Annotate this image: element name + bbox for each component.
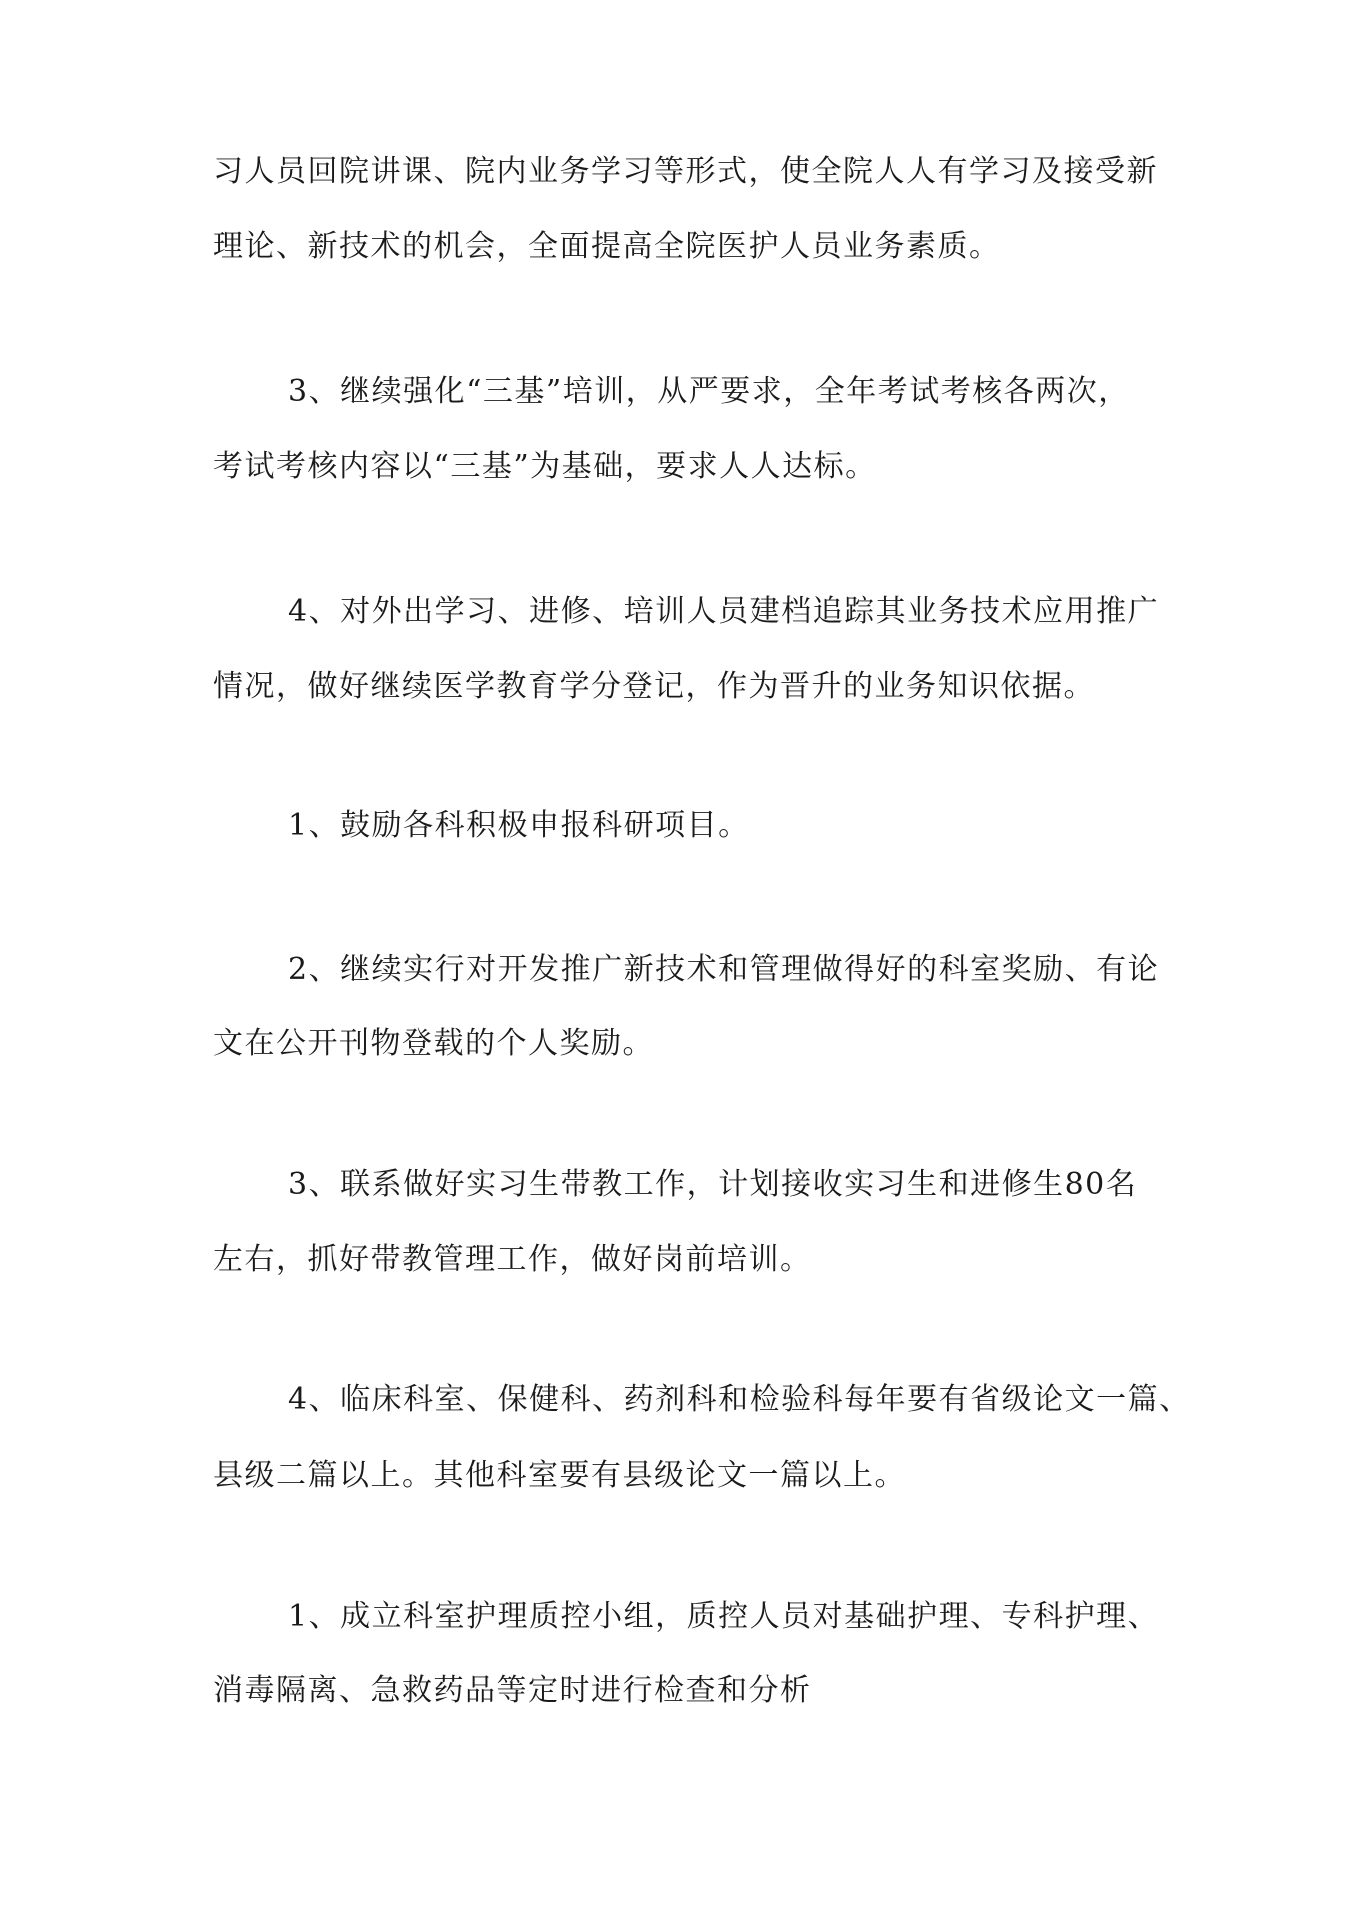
paragraph-6-line-2: 左右，抓好带教管理工作，做好岗前培训。 bbox=[213, 1242, 812, 1277]
paragraph-1-line-1: 习人员回院讲课、院内业务学习等形式，使全院人人有学习及接受新 bbox=[213, 154, 1158, 189]
paragraph-4-line-1: 1、鼓励各科积极申报科研项目。 bbox=[288, 808, 750, 843]
paragraph-2-line-1: 3、继续强化“三基”培训，从严要求，全年考试考核各两次， bbox=[288, 374, 1130, 409]
paragraph-2-line-2: 考试考核内容以“三基”为基础，要求人人达标。 bbox=[213, 449, 877, 484]
paragraph-5-line-1: 2、继续实行对开发推广新技术和管理做得好的科室奖励、有论 bbox=[288, 952, 1160, 987]
paragraph-3-line-1: 4、对外出学习、进修、培训人员建档追踪其业务技术应用推广 bbox=[288, 594, 1160, 629]
paragraph-3-line-2: 情况，做好继续医学教育学分登记，作为晋升的业务知识依据。 bbox=[213, 669, 1095, 704]
paragraph-5-line-2: 文在公开刊物登载的个人奖励。 bbox=[213, 1026, 654, 1061]
paragraph-1-line-2: 理论、新技术的机会，全面提高全院医护人员业务素质。 bbox=[213, 229, 1001, 264]
paragraph-7-line-1: 4、临床科室、保健科、药剂科和检验科每年要有省级论文一篇、 bbox=[288, 1382, 1191, 1417]
paragraph-6-line-1: 3、联系做好实习生带教工作，计划接收实习生和进修生80名 bbox=[288, 1167, 1138, 1202]
paragraph-7-line-2: 县级二篇以上。其他科室要有县级论文一篇以上。 bbox=[213, 1458, 906, 1493]
paragraph-8-line-1: 1、成立科室护理质控小组，质控人员对基础护理、专科护理、 bbox=[288, 1599, 1160, 1634]
paragraph-8-line-2: 消毒隔离、急救药品等定时进行检查和分析 bbox=[213, 1673, 812, 1708]
